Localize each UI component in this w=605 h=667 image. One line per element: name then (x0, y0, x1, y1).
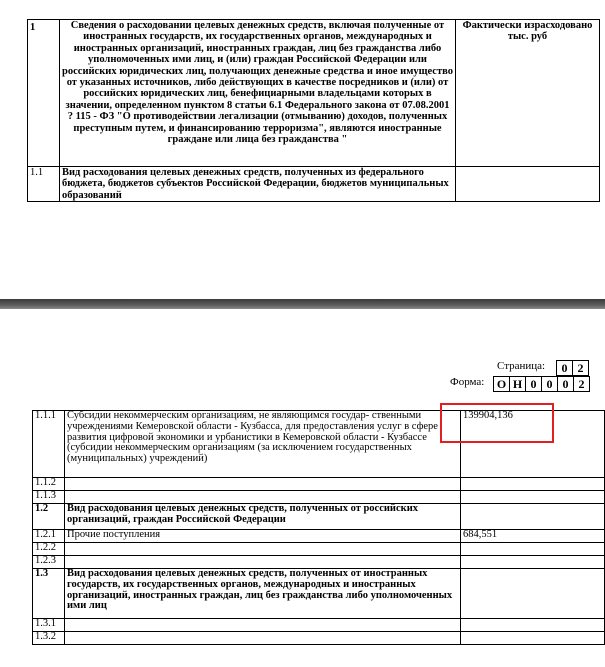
row-number-cell: 1.2.1 (33, 530, 65, 543)
row-description-cell (65, 491, 461, 504)
row-amount-cell (461, 478, 605, 491)
row-number-cell: 1.2 (33, 504, 65, 530)
row-amount-cell (456, 167, 600, 202)
row-amount-cell (461, 556, 605, 569)
row-number-cell: 1.2.3 (33, 556, 65, 569)
table-row (33, 478, 605, 491)
row-number-cell: 1.3.2 (33, 632, 65, 645)
page-divider (0, 299, 605, 309)
row-number-cell: 1.2.2 (33, 543, 65, 556)
table-row (33, 569, 605, 619)
row-description-cell: Вид расходования целевых денежных средств, полученных от иностранных государств, их государственных органов, международных и иностранных организаций, иностранных граждан, лиц без гражданства либо уполномоченных ими лиц (65, 569, 461, 619)
header-amount-cell: Фактически израсходовано тыс. руб (456, 20, 600, 167)
row-amount-cell (461, 619, 605, 632)
header-number-cell: 1 (28, 20, 60, 167)
row-description-cell (65, 543, 461, 556)
table-row (33, 491, 605, 504)
form-digit: 0 (525, 376, 542, 392)
form-code-label: Форма: (450, 376, 485, 388)
row-amount-cell (461, 491, 605, 504)
row-description-cell (65, 619, 461, 632)
expenses-table-page-1 (27, 19, 600, 202)
page-digit: 2 (572, 360, 589, 376)
row-description-cell: Субсидии некоммерческим организациям, не являющимся государ- ственными учреждениями Кемеровской области - Кузбасса, для предоставления услуг в сфере развития цифровой экономики и урбанистики в Кемеровской области - Кузбассе (субсидии некоммерческим организациям (за исключением государственных (муниципальных) учреждений) (65, 411, 461, 478)
table-row (28, 167, 600, 202)
table-header-row (28, 20, 600, 167)
table-row (33, 504, 605, 530)
document-page-1 (0, 0, 605, 203)
row-number-cell: 1.1 (28, 167, 60, 202)
table-row (33, 556, 605, 569)
header-description-cell: Сведения о расходовании целевых денежных средств, включая полученные от иностранных государств, их государственных органов, международных и иностранных организаций, иностранных граждан, лиц без гражданства либо уполномоченных ими лиц, и (или) граждан Российской Федерации или российских юридических лиц, получающих денежные средства и иное имущество от указанных источников, либо действующих в качестве посредников и (или) от российских юридических лиц, бенефициарными владельцами которых в значении, определенном пунктом 8 статьи 6.1 Федерального закона от 07.08.2001 ? 115 - ФЗ "О противодействии легализации (отмыванию) доходов, полученных преступным путем, и финансированию терроризма", являются иностранные граждане или лица без гражданства " (60, 20, 456, 167)
row-description-cell: Вид расходования целевых денежных средств, полученных из федерального бюджета, бюджетов субъектов Российской Федерации, бюджетов муниципальных образований (60, 167, 456, 202)
row-amount-cell (461, 504, 605, 530)
row-amount-cell (461, 543, 605, 556)
highlight-annotation-box (440, 403, 554, 443)
table-row (33, 543, 605, 556)
page-gap (0, 203, 605, 309)
table-row (33, 530, 605, 543)
table-row (33, 619, 605, 632)
form-digit: О (493, 376, 510, 392)
document-page-2 (0, 309, 605, 667)
page-number-label: Страница: (497, 360, 546, 372)
page-digit: 0 (556, 360, 573, 376)
row-number-cell: 1.3.1 (33, 619, 65, 632)
form-digit: 2 (573, 376, 590, 392)
table-row (33, 632, 605, 645)
row-amount-cell: 684,551 (461, 530, 605, 543)
form-digit: 0 (541, 376, 558, 392)
row-amount-cell (461, 632, 605, 645)
row-description-cell: Прочие поступления (65, 530, 461, 543)
form-code-boxes (494, 375, 590, 393)
form-digit: Н (509, 376, 526, 392)
row-number-cell: 1.1.3 (33, 491, 65, 504)
row-amount-cell (461, 569, 605, 619)
row-number-cell: 1.1.2 (33, 478, 65, 491)
form-digit: 0 (557, 376, 574, 392)
row-number-cell: 1.1.1 (33, 411, 65, 478)
row-amount-cell: 139904,136 (461, 411, 605, 478)
expenses-table-page-2 (32, 410, 605, 645)
row-description-cell (65, 556, 461, 569)
row-description-cell (65, 632, 461, 645)
row-description-cell: Вид расходования целевых денежных средств, полученных от российских организаций, граждан Российской Федерации (65, 504, 461, 530)
row-description-cell (65, 478, 461, 491)
row-number-cell: 1.3 (33, 569, 65, 619)
